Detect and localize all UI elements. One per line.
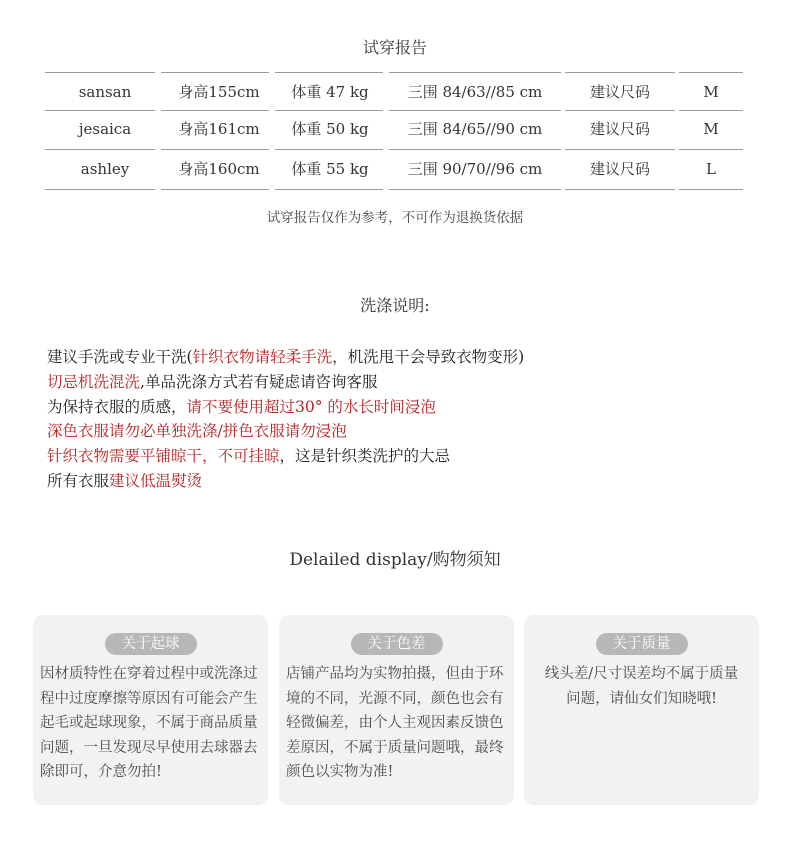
card-text: 线头差/尺寸误差均不属于质量问题，请仙女们知晓哦! [544,666,739,707]
card-text: 店铺产品均为实物拍摄，但由于环境的不同，光源不同，颜色也会有轻微偏差，由个人主观因素反馈色差原因，不属于质量问题哦，最终颜色以实物为准! [286,666,504,780]
report-disclaimer: 试穿报告仅作为参考，不可作为退换货依据 [266,210,524,226]
washing-title: 洗涤说明: [360,296,430,315]
table-row [45,73,745,111]
tester-measurements: 三围 90/70//96 cm [407,160,543,178]
wash-text: 所有衣服 [47,471,110,490]
wash-line [47,345,524,370]
suggested-size: M [703,120,719,138]
wash-highlight: 深色衣服请勿必单独洗涤/拼色衣服请勿浸泡 [47,422,347,441]
tester-name: jesaica [78,120,132,138]
tester-height: 身高160cm [178,160,260,178]
card-label: 关于质量 [596,633,688,655]
tester-measurements: 三围 84/63//85 cm [407,83,543,101]
suggest-size-label: 建议尺码 [589,83,650,101]
suggested-size: L [706,160,716,178]
info-card-pilling [33,615,268,805]
tester-name: ashley [80,160,130,178]
table-row [45,150,745,188]
tester-height: 身高155cm [178,83,260,101]
wash-line [47,444,524,469]
card-text: 因材质特性在穿着过程中或洗涤过程中过度摩擦等原因有可能会产生起毛或起球现象，不属于商品质量问题，一旦发现尽早使用去球器去除即可，介意勿拍! [40,666,258,780]
table-row [45,110,745,148]
wash-text: 建议手洗或专业干洗( [47,348,193,366]
suggested-size: M [703,83,719,101]
report-title: 试穿报告 [362,38,427,57]
tester-height: 身高161cm [178,120,260,138]
tester-weight: 体重 55 kg [291,160,369,178]
info-card-quality [524,615,759,805]
tester-name: sansan [78,83,132,101]
suggest-size-label: 建议尺码 [589,120,650,138]
tester-weight: 体重 47 kg [291,83,369,101]
wash-highlight: 针织衣物需要平铺晾干，不可挂晾 [47,447,280,466]
card-label: 关于色差 [351,633,443,655]
wash-text: 为保持衣服的质感， [47,397,187,416]
wash-line [47,370,524,395]
card-label: 关于起球 [105,633,197,655]
display-title: Delailed display/购物须知 [289,550,501,570]
info-card-color-difference [279,615,514,805]
wash-line [47,469,524,494]
wash-highlight: 请不要使用超过30° 的水长时间浸泡 [186,397,436,416]
suggest-size-label: 建议尺码 [589,160,650,178]
wash-highlight: 切忌机洗混洗 [47,372,141,391]
wash-line [47,395,524,420]
wash-line [47,419,524,444]
wash-text: ，这是针织类洗护的大忌 [279,447,451,466]
tester-weight: 体重 50 kg [291,120,369,138]
tester-measurements: 三围 84/65//90 cm [407,120,543,138]
wash-highlight: 建议低温熨烫 [109,471,203,490]
wash-highlight: 针织衣物请轻柔手洗 [192,348,333,366]
wash-text: ，机洗甩干会导致衣物变形) [332,348,525,366]
wash-text: ,单品洗涤方式若有疑虑请咨询客服 [140,372,378,391]
washing-instructions [47,345,524,494]
